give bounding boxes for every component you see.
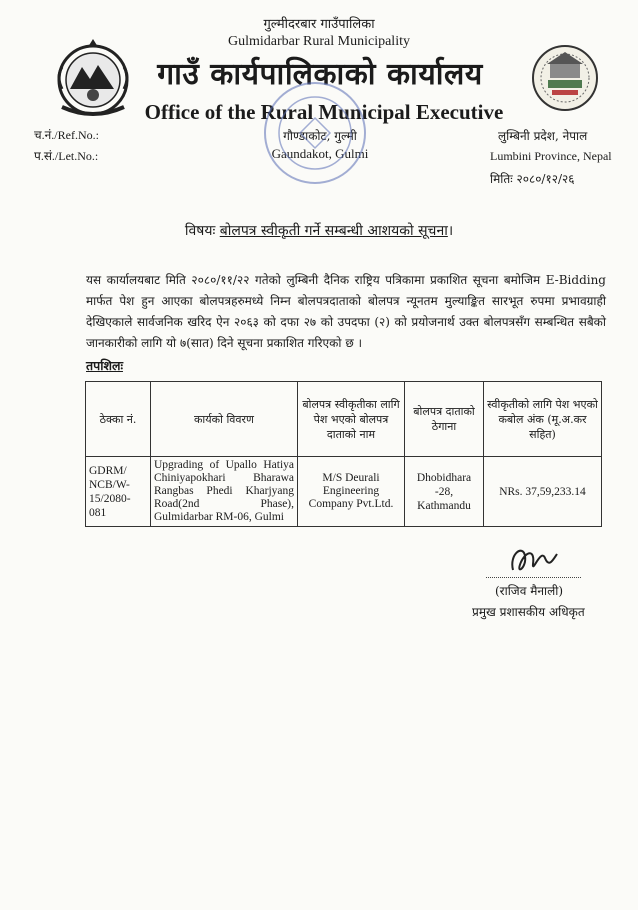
notice-body-text: यस कार्यालयबाट मिति २०८०/११/२२ गतेको लुम्बिनी दैनिक राष्ट्रिय पत्रिकामा प्रकाशित सूचना बमोजिम E-Bidding मार्फत पेश हुन आएका बोलपत्रहरुमध्ये निम्न बोलपत्रदाताको बोलपत्र न्यूनतम मुल्याङ्कित सारभूत रुपमा प्रभावग्राही देखिएकाले सार्वजनिक खरिद ऐन २०६३ को दफा २७ को उपदफा (२) को प्रयोजनार्थ उक्त बोलपत्रसँग सम्बन्धित सबैको जानकारीको लागि यो ७(सात) दिने सूचना प्रकाशित गरिएको छ । [86, 273, 606, 350]
letter-no-label: प.सं./Let.No.: [34, 149, 99, 163]
signature-line [486, 577, 581, 578]
header-bidder-name: बोलपत्र स्वीकृतीका लागि पेश भएको बोलपत्र दाताको नाम [298, 382, 405, 457]
table-header-row [86, 382, 602, 457]
office-seal-stamp [260, 78, 370, 188]
subject-line [0, 221, 638, 240]
cell-contract-no: GDRM/ NCB/W- 15/2080- 081 [86, 457, 151, 527]
handwritten-signature [505, 540, 565, 582]
details-label: तपशिलः [86, 358, 123, 373]
province-nepali: लुम्बिनी प्रदेश, नेपाल [498, 129, 588, 143]
bid-details-table [85, 381, 602, 527]
header-bid-amount: स्वीकृतीको लागि पेश भएको कबोल अंक (मू.अ.कर सहित) [484, 382, 602, 457]
table-row [86, 457, 602, 527]
location-english: Gaundakot, Gulmi [271, 146, 369, 161]
office-name-nepali: गाउँ कार्यपालिकाको कार्यालय [157, 57, 483, 92]
nepal-emblem-logo [52, 37, 134, 119]
cell-bid-amount: NRs. 37,59,233.14 [484, 457, 602, 527]
subject-text: बोलपत्र स्वीकृती गर्ने सम्बन्धी आशयको सूचना [219, 223, 448, 239]
header-contract-no: ठेक्का नं. [86, 382, 151, 457]
cell-bidder-name: M/S Deurali Engineering Company Pvt.Ltd. [298, 457, 405, 527]
header-bidder-address: बोलपत्र दाताको ठेगाना [405, 382, 484, 457]
subject-suffix: । [447, 223, 454, 239]
date-label: मितिः २०८०/१२/२६ [490, 172, 575, 186]
signatory-name: (राजिव मैनाली) [495, 584, 564, 598]
municipality-name-english: Gulmidarbar Rural Municipality [228, 34, 410, 49]
municipality-logo [530, 42, 600, 114]
ref-no-label: च.नं./Ref.No.: [34, 128, 99, 142]
cell-work-description: Upgrading of Upallo Hatiya Chiniyapokhari Bharawa Rangbas Phedi Kharjyang Road(2nd Phase), Gulmidarbar RM-06, Gulmi [151, 457, 298, 527]
signatory-title: प्रमुख प्रशासकीय अधिकृत [472, 605, 585, 619]
province-english: Lumbini Province, Nepal [490, 149, 612, 163]
municipality-name-nepali: गुल्मीदरबार गाउँपालिका [263, 17, 375, 32]
subject-prefix: विषयः [184, 223, 220, 239]
cell-bidder-address: Dhobidhara -28, Kathmandu [405, 457, 484, 527]
office-name-english: Office of the Rural Municipal Executive [144, 100, 504, 124]
location-nepali: गौण्डाकोट, गुल्मी [283, 129, 357, 143]
header-work-description: कार्यको विवरण [151, 382, 298, 457]
